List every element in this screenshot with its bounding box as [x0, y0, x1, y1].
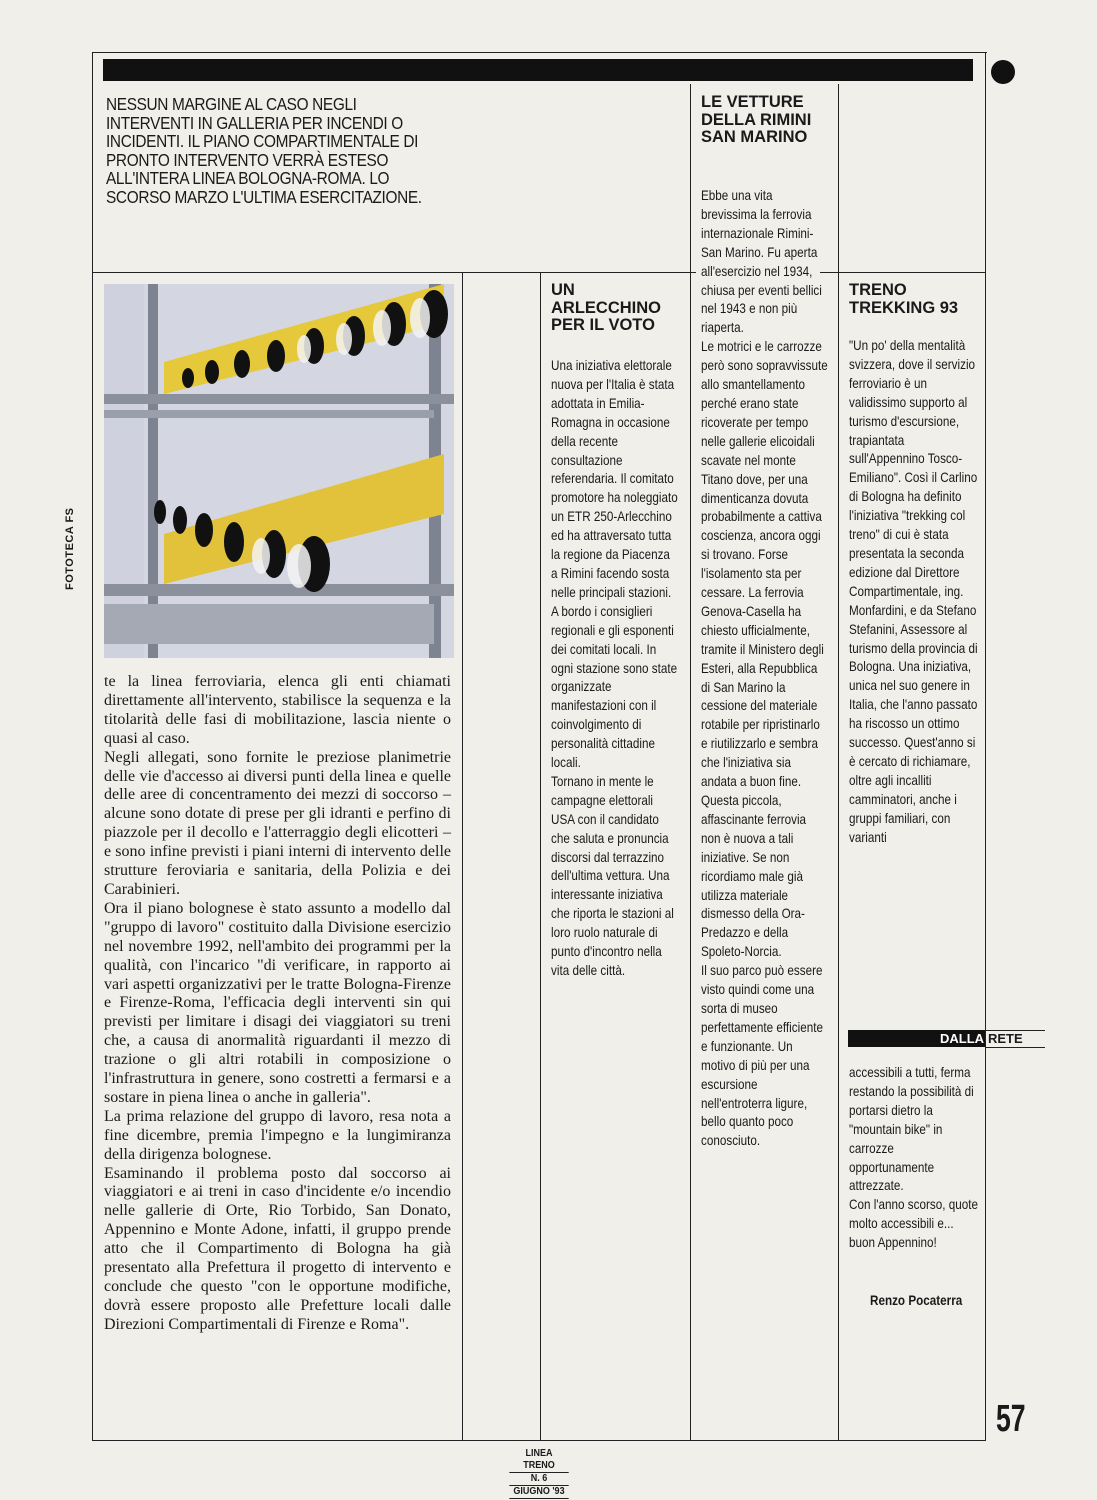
frame-right-rule: [985, 52, 986, 1440]
top-black-bar: [103, 59, 973, 81]
author-signature: Renzo Pocaterra: [870, 1293, 963, 1308]
page-number: 57: [996, 1398, 1026, 1440]
photo-credit: FOTOTECA FS: [64, 507, 76, 590]
rete-rule-top: [985, 1030, 1045, 1031]
main-paragraph-5: Esaminando il problema posto dal soccorso ai viaggiatori e ai treni in caso d'incidente e/o incendio nelle gallerie di Orte, Rio Torbido, San Donato, Appennino e Monte Adone, infatti, il gruppo prende atto che il Compartimento di Bologna ha già presentato alla Prefettura il progetto di intervento e conclude che questo "con le opportune modifiche, dovrà essere proposto alle Prefetture locali dalle Direzioni Compartimentali di Firenze e Roma".: [104, 1164, 451, 1333]
footer-date: GIUGNO '93: [509, 1486, 568, 1499]
intro-bottom-rule: [92, 272, 696, 273]
cylinders-illustration: [104, 284, 454, 658]
trekking-headline: TRENO TREKKING 93: [849, 281, 959, 317]
frame-left-rule: [92, 52, 93, 1440]
main-paragraph-1: te la linea ferroviaria, elenca gli enti chiamati direttamente all'intervento, stabilisce la sequenza e la titolarità delle fasi di mobilitazione, lascia niente o quasi al caso.: [104, 673, 451, 747]
arlecchino-headline: UN ARLECCHINO PER IL VOTO: [551, 281, 661, 334]
arlecchino-body: Una iniziativa elettorale nuova per l'Italia è stata adottata in Emilia-Romagna in occasione della recente consultazione referendaria. Il comitato promotore ha noleggiato un ETR 250-Arlecchino ed ha attraversato tutta la regione da Piacenza a Rimini facendo sosta nelle principali stazioni. A bordo i consiglieri regionali e gli esponenti dei comitati locali. In ogni stazione sono state organizzate manifestazioni con il coinvolgimento di personalità cittadine locali. Tornano in mente le campagne elettorali USA con il candidato che saluta e pronuncia discorsi dal terrazzino dell'ultima vettura. Una interessante iniziativa che riporta le stazioni al loro ruolo naturale di punto d'incontro nella vita delle città.: [551, 358, 678, 978]
vetture-body: Ebbe una vita brevissima la ferrovia internazionale Rimini-San Marino. Fu aperta all'esercizio nel 1934, chiusa per eventi bellici nel 1943 e non più riaperta. Le motrici e le carrozze però sono sopravvissute allo smantellamento perché erano state ricoverate per tempo nelle gallerie elicoidali scavate nel monte Titano dove, per una dimenticanza dovuta probabilmente a cattiva coscienza, ancora oggi si trovano. Forse l'isolamento sta per cessare. La ferrovia Genova-Casella ha chiesto ufficialmente, tramite il Ministero degli Esteri, alla Repubblica di San Marino la cessione del materiale rotabile per ripristinarlo e riutilizzarlo e sembra che l'iniziativa sia andata a buon fine. Questa piccola, affascinante ferrovia non è nuova a tali iniziative. Se non ricordiamo male già utilizza materiale dismesso della Ora-Predazzo e della Spoleto-Norcia. Il suo parco può essere visto quindi come una sorta di museo perfettamente efficiente e funzionante. Un motivo di più per una escursione nell'entroterra ligure, bello quanto poco conosciuto.: [701, 188, 828, 1149]
frame-bottom-rule: [92, 1440, 986, 1441]
column-rule-4: [838, 84, 839, 1440]
trekking-body: "Un po' della mentalità svizzera, dove il servizio ferroviario è un validissimo supporto al turismo d'escursione, trapiantata sull'Appennino Tosco-Emiliano". Così il Carlino di Bologna ha definito l'iniziativa "trekking col treno" di cui è stata presentata la seconda edizione dal Direttore Compartimentale, ing. Monfardini, e da Stefano Stefanini, Assessore al turismo della provincia di Bologna. Una iniziativa, unica nel suo genere in Italia, che l'anno passato ha riscosso un ottimo successo. Quest'anno si è cercato di richiamare, oltre agli incalliti camminatori, anche i gruppi familiari, con varianti: [849, 338, 978, 845]
vetture-headline: LE VETTURE DELLA RIMINI SAN MARINO: [701, 93, 812, 146]
cylinders-photo: [104, 284, 454, 658]
dalla-rete-label-a: DALLA: [940, 1031, 985, 1046]
footer-title: LINEA TRENO: [509, 1448, 568, 1473]
footer-issue: N. 6: [509, 1473, 568, 1486]
black-dot: [991, 60, 1015, 84]
dalla-rete-label-b: RETE: [988, 1031, 1023, 1046]
main-article-body: [104, 673, 451, 1335]
rete-body: accessibili a tutti, ferma restando la possibilità di portarsi dietro la "mountain bike" in carrozze opportunamente attrezzate. Con l'anno scorso, quote molto accessibili e... buon Appennino!: [849, 1065, 978, 1251]
column-rule-2: [540, 272, 541, 1440]
magazine-footer: [509, 1448, 568, 1499]
main-paragraph-4: La prima relazione del gruppo di lavoro, resa nota a fine dicembre, premia l'impegno e la lungimiranza della dirigenza bolognese.: [104, 1107, 451, 1163]
column-rule-1: [462, 272, 463, 1440]
intro-deck: NESSUN MARGINE AL CASO NEGLI INTERVENTI IN GALLERIA PER INCENDI O INCIDENTI. IL PIANO COMPARTIMENTALE DI PRONTO INTERVENTO VERRÀ ESTESO ALL'INTERA LINEA BOLOGNA-ROMA. LO SCORSO MARZO L'ULTIMA ESERCITAZIONE.: [106, 94, 422, 207]
intro-bottom-rule-right: [820, 272, 986, 273]
rete-rule-bottom: [985, 1047, 1045, 1048]
frame-top-rule: [92, 52, 987, 53]
column-rule-3: [690, 84, 691, 1440]
main-paragraph-3: Ora il piano bolognese è stato assunto a modello dal "gruppo di lavoro" costituito dalla Divisione esercizio nel novembre 1992, nell'ambito dei programmi per la qualità, con l'incarico "di verificare, in rapporto ai vari aspetti organizzativi per le tratte Bologna-Firenze e Firenze-Roma, l'efficacia degli interventi sin qui previsti per limitare i disagi dei viaggiatori su treni che, a causa di anormalità riguardanti il mezzo di trazione o gli altri rotabili in composizione o l'infrastruttura in genere, sono costretti a fermarsi e a sostare in piena linea o anche in galleria".: [104, 899, 451, 1106]
main-paragraph-2: Negli allegati, sono fornite le preziose planimetrie delle vie d'accesso ai diversi punti della linea e quelle delle aree di concentramento dei mezzi di soccorso – alcune sono dotate di prese per gli idranti e perfino di piazzole per il decollo e l'atterraggio degli elicotteri – e sono infine previsti i piani interni di intervento delle strutture feroviaria e sanitaria, della Polizia e dei Carabinieri.: [104, 748, 451, 898]
